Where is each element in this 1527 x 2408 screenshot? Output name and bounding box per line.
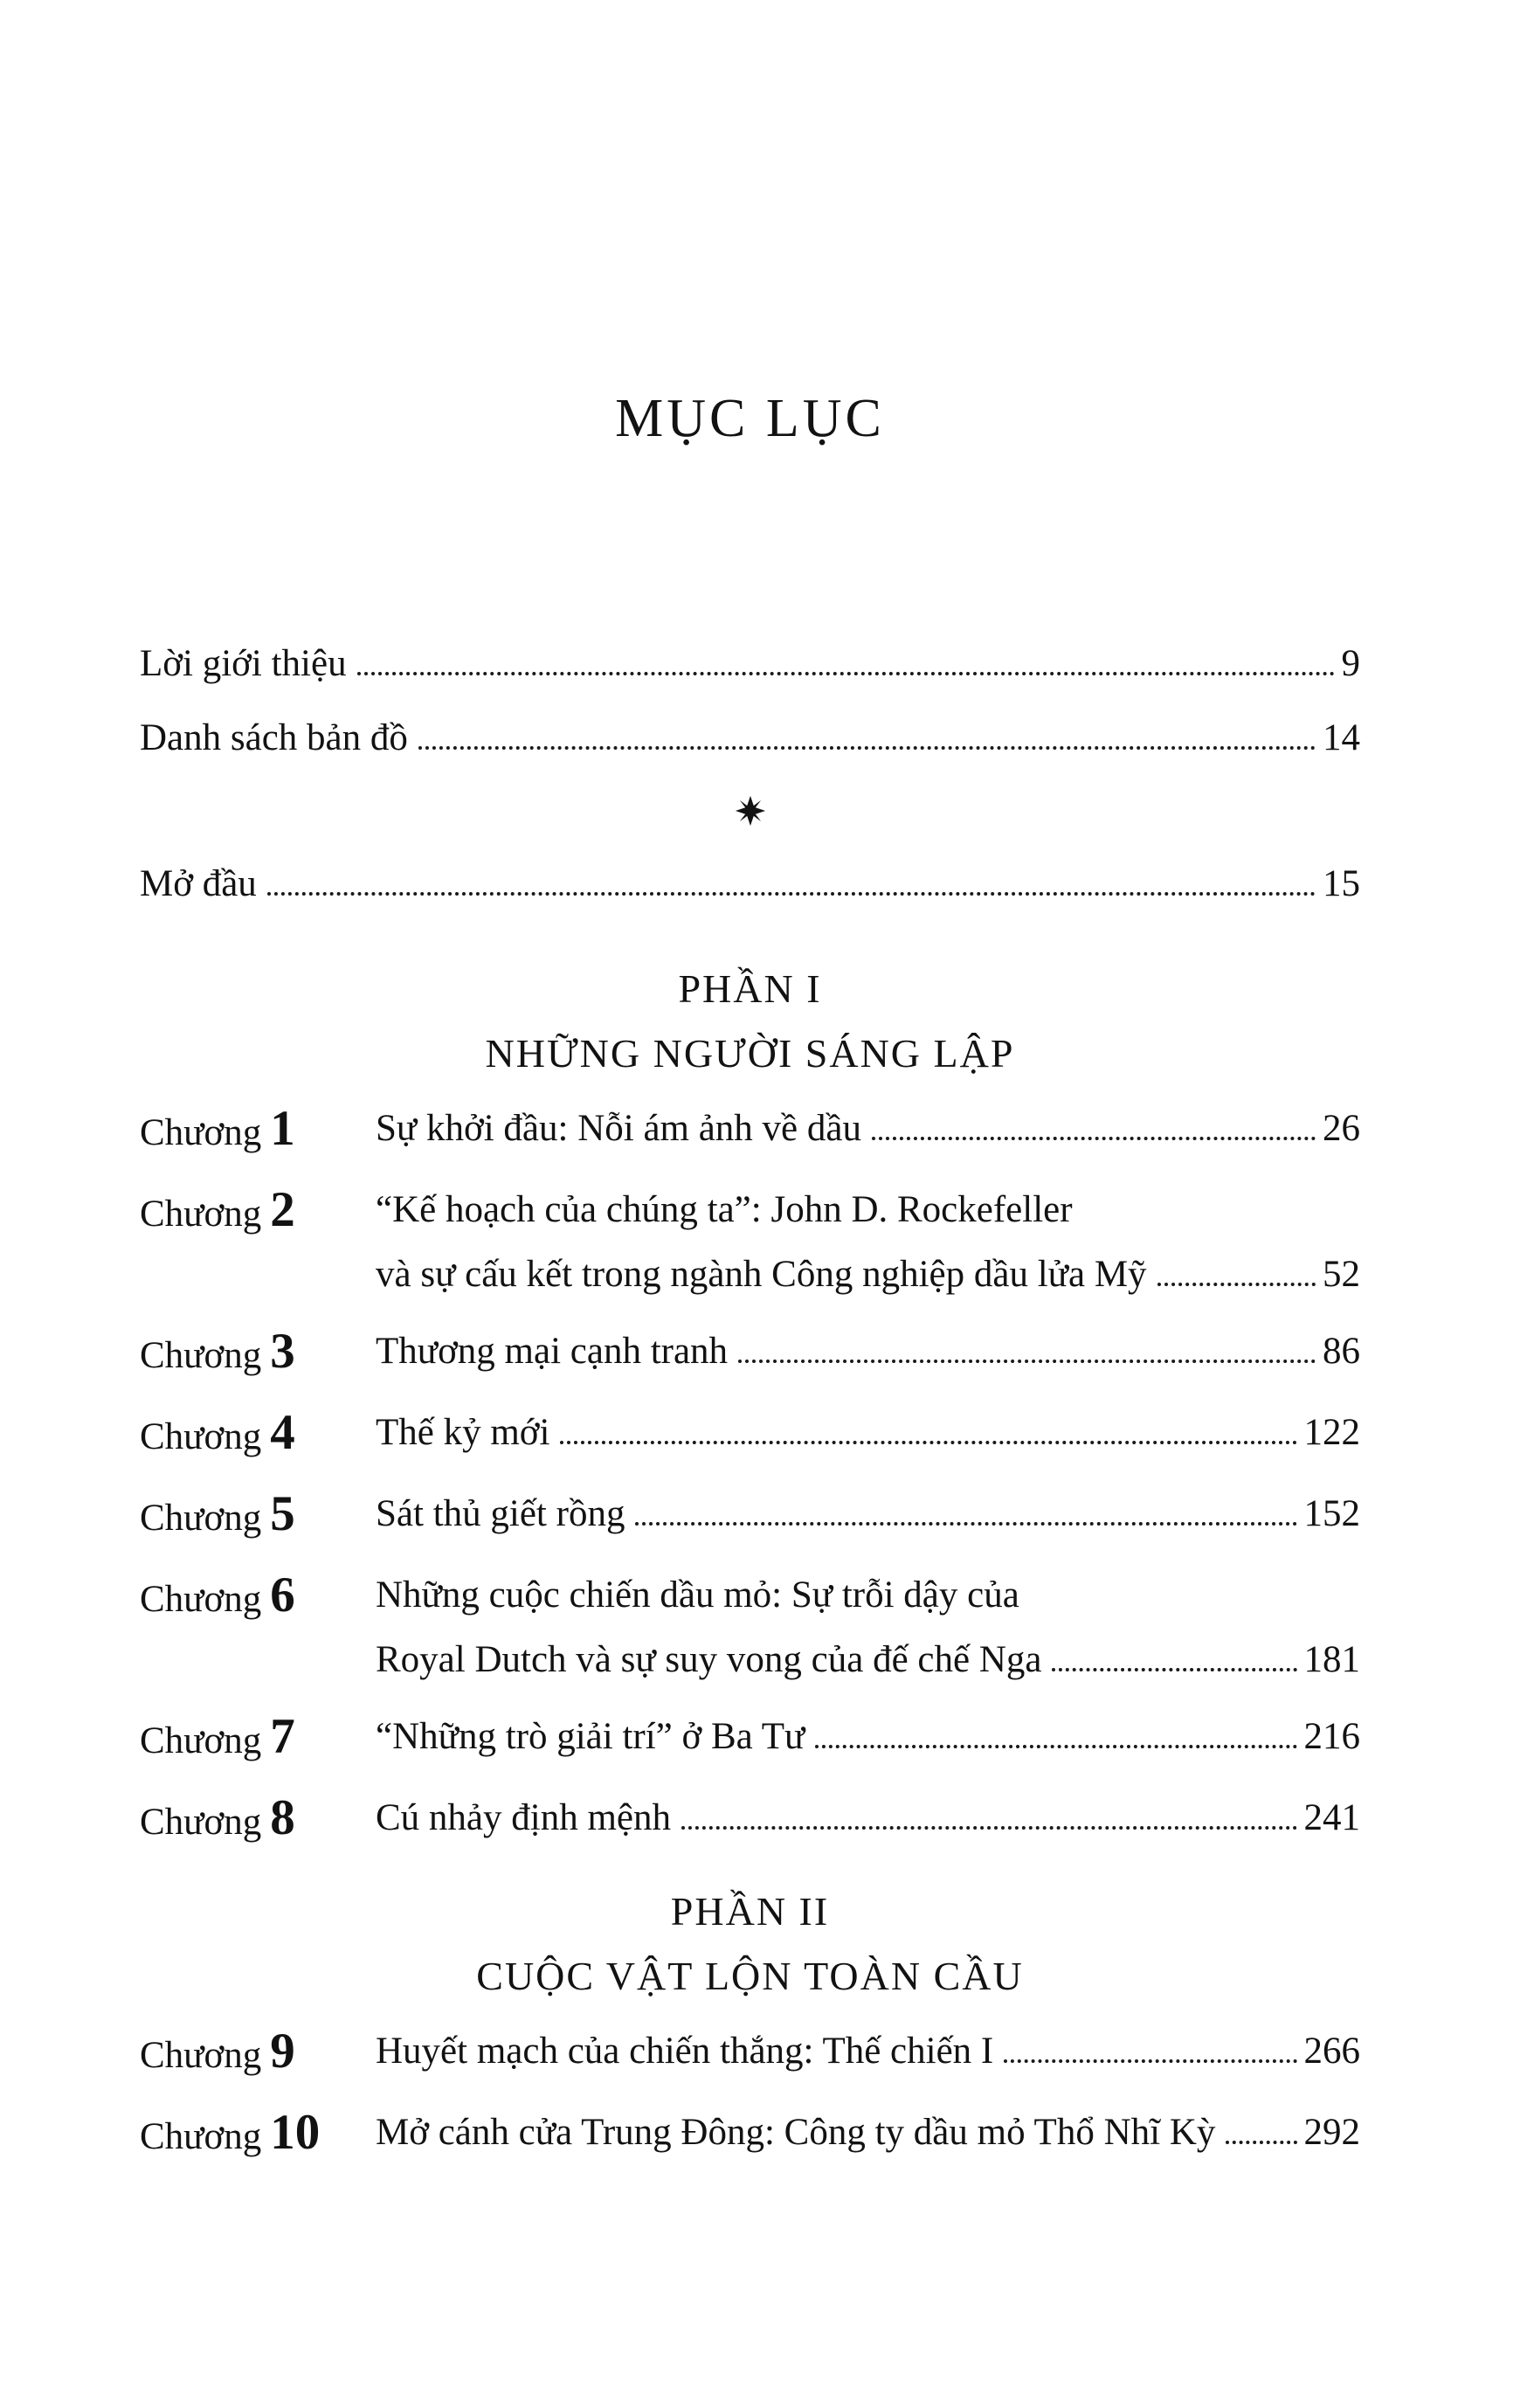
chapter-entry bbox=[140, 2100, 1360, 2169]
chapter-label bbox=[140, 1319, 376, 1388]
entry-page-number: 14 bbox=[1323, 717, 1360, 758]
chapter-title: “Kế hoạch của chúng ta”: John D. Rockefeller bbox=[376, 1189, 1073, 1230]
chapter-label bbox=[140, 2100, 376, 2169]
chapter-body bbox=[376, 1786, 1360, 1855]
chapter-body bbox=[376, 1097, 1360, 1166]
chapter-page-number: 292 bbox=[1303, 2112, 1360, 2153]
toc-entry bbox=[140, 631, 1360, 696]
chapter-body bbox=[376, 1178, 1360, 1307]
chapter-title-line bbox=[376, 1628, 1360, 1692]
part-heading bbox=[140, 957, 1360, 1086]
chapter-label bbox=[140, 1097, 376, 1166]
chapter-title-line bbox=[376, 1319, 1360, 1384]
chapter-word: Chương bbox=[140, 1416, 262, 1457]
chapter-page-number: 266 bbox=[1303, 2031, 1360, 2072]
chapter-body bbox=[376, 1563, 1360, 1692]
chapter-word: Chương bbox=[140, 1802, 262, 1843]
chapter-label bbox=[140, 1482, 376, 1551]
chapter-word: Chương bbox=[140, 1579, 262, 1620]
chapter-word: Chương bbox=[140, 1194, 262, 1235]
chapter-page-number: 26 bbox=[1323, 1108, 1360, 1149]
dot-leader bbox=[1226, 2141, 1296, 2144]
chapter-label bbox=[140, 1705, 376, 1774]
part-title: CUỘC VẬT LỘN TOÀN CẦU bbox=[476, 1954, 1024, 1998]
chapter-label bbox=[140, 2019, 376, 2088]
chapter-title: Những cuộc chiến dầu mỏ: Sự trỗi dậy của bbox=[376, 1574, 1019, 1616]
chapter-title: Mở cánh cửa Trung Đông: Công ty dầu mỏ Thổ Nhĩ Kỳ bbox=[376, 2112, 1216, 2153]
chapter-page-number: 216 bbox=[1303, 1716, 1360, 1757]
entry-title: Danh sách bản đồ bbox=[140, 717, 408, 758]
chapter-title: “Những trò giải trí” ở Ba Tư bbox=[376, 1716, 805, 1757]
toc-entry bbox=[140, 851, 1360, 917]
chapter-page-number: 181 bbox=[1303, 1639, 1360, 1680]
dot-leader bbox=[1052, 1668, 1296, 1671]
chapter-entry bbox=[140, 1319, 1360, 1388]
preamble-list bbox=[140, 851, 1360, 917]
chapter-title-line bbox=[376, 1242, 1360, 1307]
toc-entry bbox=[140, 705, 1360, 771]
chapter-word: Chương bbox=[140, 1112, 262, 1153]
chapter-title: Thế kỷ mới bbox=[376, 1412, 550, 1453]
dot-leader bbox=[872, 1137, 1316, 1140]
chapter-title-line bbox=[376, 1097, 1360, 1161]
chapter-entry bbox=[140, 1178, 1360, 1307]
chapter-number: 6 bbox=[270, 1567, 295, 1623]
chapter-title-line bbox=[376, 1563, 1360, 1628]
chapter-word: Chương bbox=[140, 1498, 262, 1539]
dot-leader bbox=[738, 1360, 1316, 1363]
eight-pointed-star-icon bbox=[735, 795, 766, 827]
chapter-number: 8 bbox=[270, 1790, 295, 1845]
chapter-number: 5 bbox=[270, 1486, 295, 1541]
part-title: NHỮNG NGƯỜI SÁNG LẬP bbox=[485, 1031, 1015, 1076]
chapter-label bbox=[140, 1563, 376, 1692]
chapter-body bbox=[376, 2100, 1360, 2169]
page-title: MỤC LỤC bbox=[615, 389, 885, 448]
section-divider bbox=[140, 785, 1360, 837]
chapter-page-number: 122 bbox=[1303, 1412, 1360, 1453]
chapter-number: 3 bbox=[270, 1324, 295, 1379]
chapter-body bbox=[376, 1319, 1360, 1388]
chapter-list bbox=[140, 2019, 1360, 2169]
chapter-title-line bbox=[376, 2019, 1360, 2084]
chapter-word: Chương bbox=[140, 2035, 262, 2076]
part-section-1 bbox=[140, 957, 1360, 1855]
dot-leader bbox=[357, 672, 1335, 675]
chapter-number: 1 bbox=[270, 1101, 295, 1156]
dot-leader bbox=[267, 892, 1316, 896]
chapter-word: Chương bbox=[140, 2116, 262, 2157]
chapter-number: 7 bbox=[270, 1709, 295, 1764]
chapter-page-number: 52 bbox=[1323, 1254, 1360, 1295]
chapter-list bbox=[140, 1097, 1360, 1855]
chapter-number: 4 bbox=[270, 1405, 295, 1460]
chapter-entry bbox=[140, 1786, 1360, 1855]
chapter-number: 9 bbox=[270, 2024, 295, 2079]
entry-title: Lời giới thiệu bbox=[140, 643, 347, 684]
entry-page-number: 15 bbox=[1323, 863, 1360, 904]
chapter-title-line bbox=[376, 2100, 1360, 2165]
dot-leader bbox=[1004, 2059, 1296, 2063]
dot-leader bbox=[1157, 1283, 1316, 1286]
chapter-label bbox=[140, 1178, 376, 1307]
front-matter-list bbox=[140, 631, 1360, 771]
chapter-entry bbox=[140, 2019, 1360, 2088]
chapter-title-line bbox=[376, 1786, 1360, 1851]
chapter-title-line bbox=[376, 1178, 1360, 1242]
chapter-body bbox=[376, 2019, 1360, 2088]
chapter-title: Sát thủ giết rồng bbox=[376, 1493, 625, 1534]
part-label: PHẦN II bbox=[670, 1889, 830, 1934]
chapter-body bbox=[376, 1482, 1360, 1551]
part-heading bbox=[140, 1879, 1360, 2009]
entry-page-number: 9 bbox=[1341, 643, 1360, 684]
chapter-title: Cú nhảy định mệnh bbox=[376, 1797, 671, 1838]
dot-leader bbox=[815, 1745, 1296, 1748]
chapter-title: Huyết mạch của chiến thắng: Thế chiến I bbox=[376, 2031, 994, 2072]
chapter-number: 2 bbox=[270, 1182, 295, 1237]
chapter-word: Chương bbox=[140, 1720, 262, 1761]
chapter-title-line bbox=[376, 1705, 1360, 1769]
chapter-body bbox=[376, 1705, 1360, 1774]
chapter-word: Chương bbox=[140, 1335, 262, 1376]
chapter-page-number: 86 bbox=[1323, 1331, 1360, 1372]
chapter-label bbox=[140, 1786, 376, 1855]
part-label: PHẦN I bbox=[678, 966, 822, 1011]
chapter-title-line bbox=[376, 1401, 1360, 1465]
chapter-entry bbox=[140, 1401, 1360, 1470]
chapter-title-line bbox=[376, 1482, 1360, 1547]
chapter-title: Thương mại cạnh tranh bbox=[376, 1331, 729, 1372]
dot-leader bbox=[418, 746, 1316, 750]
dot-leader bbox=[560, 1441, 1296, 1444]
dot-leader bbox=[635, 1522, 1296, 1526]
chapter-entry bbox=[140, 1563, 1360, 1692]
chapter-entry bbox=[140, 1097, 1360, 1166]
chapter-page-number: 152 bbox=[1303, 1493, 1360, 1534]
part-section-2 bbox=[140, 1879, 1360, 2169]
chapter-body bbox=[376, 1401, 1360, 1470]
chapter-title: Royal Dutch và sự suy vong của đế chế Nga bbox=[376, 1639, 1042, 1680]
chapter-title: Sự khởi đầu: Nỗi ám ảnh về dầu bbox=[376, 1108, 861, 1149]
chapter-label bbox=[140, 1401, 376, 1470]
chapter-title: và sự cấu kết trong ngành Công nghiệp dầu lửa Mỹ bbox=[376, 1254, 1147, 1295]
chapter-entry bbox=[140, 1482, 1360, 1551]
entry-title: Mở đầu bbox=[140, 863, 257, 904]
chapter-number: 10 bbox=[270, 2105, 321, 2160]
dot-leader bbox=[681, 1826, 1297, 1830]
chapter-page-number: 241 bbox=[1303, 1797, 1360, 1838]
chapter-entry bbox=[140, 1705, 1360, 1774]
